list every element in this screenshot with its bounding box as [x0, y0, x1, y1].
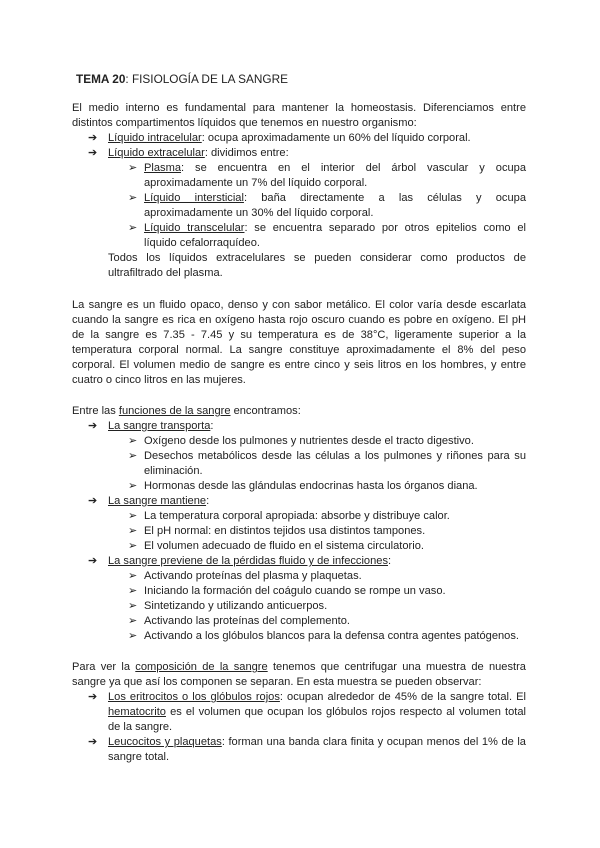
term-eritrocitos: Los eritrocitos o los glóbulos rojos [108, 691, 280, 703]
item-text: Sintetizando y utilizando anticuerpos. [144, 600, 328, 612]
funciones-pre: Entre las [72, 405, 119, 417]
list-item-previene [72, 554, 526, 569]
item-text: Oxígeno desde los pulmones y nutrientes desde el tracto digestivo. [144, 435, 474, 447]
desc-eritrocitos: : ocupan alrededor de 45% de la sangre total. El [279, 691, 526, 703]
term-composicion: composición de la sangre [135, 661, 268, 673]
term-intersticial: Líquido intersticial [144, 192, 244, 204]
desc-hematocrito: es el volumen que ocupan los glóbulos rojos respecto al volumen total de la sangre. [108, 706, 526, 733]
intro-section [72, 101, 526, 281]
triangle-bullet-icon: ➢ [128, 615, 138, 627]
desc-transcelular: : se encuentra separado por otros epitelios como el líquido cefalorraquídeo. [144, 222, 526, 249]
item-text: Activando las proteínas del complemento. [144, 615, 350, 627]
composicion-pre: Para ver la [72, 661, 136, 673]
arrow-bullet-icon: ➔ [88, 132, 98, 144]
term-previene: La sangre previene de la pérdidas fluido y de infecciones [108, 555, 388, 567]
item-text: El pH normal: en distintos tejidos usa distintos tampones. [144, 525, 426, 537]
list-item [72, 569, 526, 584]
term-extracelular: Líquido extracelular [108, 147, 205, 159]
item-text: Hormonas desde las glándulas endocrinas hasta los órganos diana. [144, 480, 478, 492]
list-item [72, 584, 526, 599]
page-title [76, 72, 288, 86]
sangre-paragraph: La sangre es un fluido opaco, denso y con sabor metálico. El color varía desde escarlata cuando la sangre es rica en oxígeno hasta rojo oscuro cuando es pobre en oxígeno. El pH de la sangre es 7.35 - 7.45 y su temperatura es de 38°C, ligeramente superior a la temperatura corporal normal. La sangre constituye aproximadamente el 8% del peso corporal. El volumen medio de sangre es entre cinco y seis litros en los hombres, y entre cuatro o cinco litros en las mujeres. [72, 299, 526, 386]
list-item-extracelular [72, 146, 526, 161]
desc-extracelular: : dividimos entre: [204, 147, 289, 159]
list-item-plasma [72, 161, 526, 191]
arrow-bullet-icon: ➔ [88, 420, 98, 432]
funciones-section [72, 404, 526, 644]
triangle-bullet-icon: ➢ [128, 630, 138, 642]
triangle-bullet-icon: ➢ [128, 510, 138, 522]
list-item-eritrocitos [72, 690, 526, 735]
intro-paragraph: El medio interno es fundamental para mantener la homeostasis. Diferenciamos entre distintos compartimentos líquidos que tenemos en nuestro organismo: [72, 102, 526, 129]
term-transcelular: Líquido transcelular [144, 222, 245, 234]
item-text: La temperatura corporal apropiada: absorbe y distribuye calor. [144, 510, 450, 522]
term-intracelular: Líquido intracelular [108, 132, 202, 144]
term-hematocrito: hematocrito [108, 706, 166, 718]
term-funciones: funciones de la sangre [118, 405, 231, 417]
item-text: Iniciando la formación del coágulo cuando se rompe un vaso. [144, 585, 446, 597]
desc-intracelular: : ocupa aproximadamente un 60% del líquido corporal. [201, 132, 471, 144]
term-plasma: Plasma [144, 162, 181, 174]
triangle-bullet-icon: ➢ [128, 570, 138, 582]
triangle-bullet-icon: ➢ [128, 222, 138, 234]
triangle-bullet-icon: ➢ [128, 600, 138, 612]
list-item-leucocitos [72, 735, 526, 765]
list-item [72, 479, 526, 494]
item-text: El volumen adecuado de fluido en el sistema circulatorio. [144, 540, 424, 552]
list-item [72, 599, 526, 614]
funciones-post: encontramos: [230, 405, 301, 417]
list-item [72, 629, 526, 644]
arrow-bullet-icon: ➔ [88, 736, 98, 748]
term-leucocitos: Leucocitos y plaquetas [108, 736, 222, 748]
list-item-mantiene [72, 494, 526, 509]
desc-plasma: : se encuentra en el interior del árbol vascular y ocupa aproximadamente un 7% del líquido corporal. [144, 162, 526, 189]
composicion-section [72, 660, 526, 765]
arrow-bullet-icon: ➔ [88, 691, 98, 703]
list-item-transporta [72, 419, 526, 434]
arrow-bullet-icon: ➔ [88, 495, 98, 507]
triangle-bullet-icon: ➢ [128, 162, 138, 174]
colon: : [210, 420, 214, 432]
arrow-bullet-icon: ➔ [88, 147, 98, 159]
triangle-bullet-icon: ➢ [128, 525, 138, 537]
arrow-bullet-icon: ➔ [88, 555, 98, 567]
triangle-bullet-icon: ➢ [128, 435, 138, 447]
title-text: : FISIOLOGÍA DE LA SANGRE [125, 72, 288, 86]
sangre-section [72, 298, 526, 388]
colon: : [206, 495, 210, 507]
desc-leucocitos: : forman una banda clara finita y ocupan menos del 1% de la sangre total. [108, 736, 526, 763]
triangle-bullet-icon: ➢ [128, 585, 138, 597]
list-item [72, 539, 526, 554]
item-text: Activando a los glóbulos blancos para la defensa contra agentes patógenos. [144, 630, 519, 642]
triangle-bullet-icon: ➢ [128, 540, 138, 552]
term-mantiene: La sangre mantiene [108, 495, 207, 507]
item-text: Activando proteínas del plasma y plaquetas. [144, 570, 362, 582]
list-item-intersticial [72, 191, 526, 221]
list-item [72, 449, 526, 479]
colon: : [388, 555, 392, 567]
title-number: TEMA 20 [76, 72, 126, 86]
term-transporta: La sangre transporta [108, 420, 211, 432]
list-item [72, 614, 526, 629]
triangle-bullet-icon: ➢ [128, 480, 138, 492]
triangle-bullet-icon: ➢ [128, 450, 138, 462]
composicion-intro [72, 660, 526, 690]
list-item [72, 509, 526, 524]
funciones-intro [72, 404, 526, 419]
extracelular-note: Todos los líquidos extracelulares se pueden considerar como productos de ultrafiltrado del plasma. [108, 252, 526, 279]
triangle-bullet-icon: ➢ [128, 192, 138, 204]
list-item-transcelular [72, 221, 526, 251]
list-item-intracelular [72, 131, 526, 146]
item-text: Desechos metabólicos desde las células a los pulmones y riñones para su eliminación. [144, 450, 526, 477]
desc-intersticial: : baña directamente a las células y ocupa aproximadamente un 30% del líquido corporal. [144, 192, 526, 219]
list-item [72, 434, 526, 449]
composicion-post: tenemos que centrifugar una muestra de nuestra sangre ya que así los componen se separan. En esta muestra se pueden observar: [72, 661, 526, 688]
list-item [72, 524, 526, 539]
